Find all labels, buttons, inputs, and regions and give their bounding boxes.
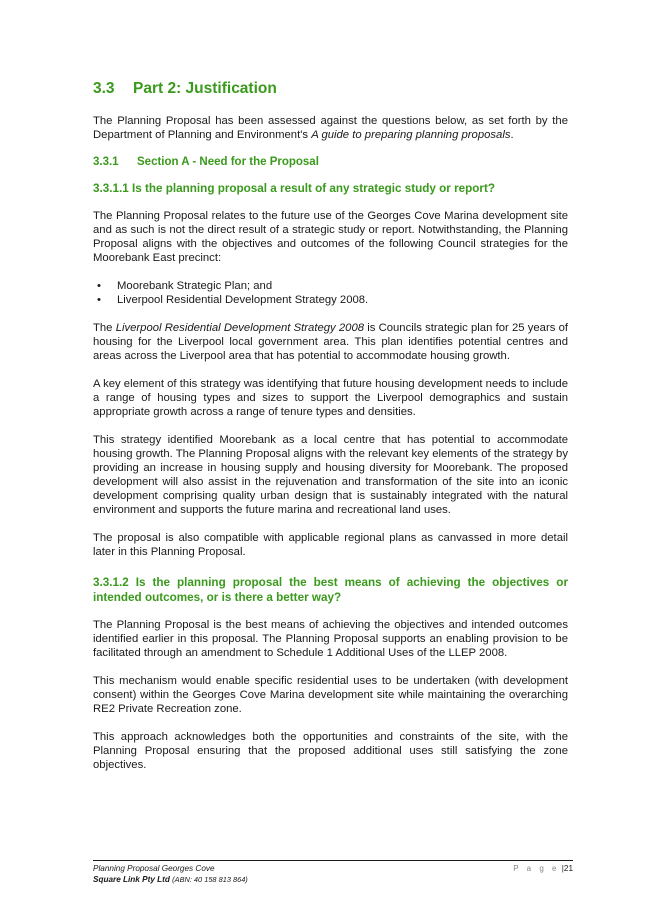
section-heading <box>93 80 568 98</box>
strategy-title: Liverpool Residential Development Strategy 2008 <box>115 322 365 334</box>
q1-paragraph-5: The proposal is also compatible with applicable regional plans as canvassed in more detail later in this Planning Proposal. <box>93 532 568 558</box>
page-footer <box>93 860 573 885</box>
page-content <box>93 80 568 786</box>
intro-text: The Planning Proposal has been assessed against the questions below, as set forth by the Department of Planning and Environment's <box>93 115 568 141</box>
p2-pre: The <box>93 322 116 334</box>
company-name: Square Link Pty Ltd <box>93 875 170 884</box>
strategy-list <box>93 279 568 307</box>
question-1-heading: 3.3.1.1 Is the planning proposal a result of any strategic study or report? <box>93 182 496 195</box>
subsection-title: Section A - Need for the Proposal <box>137 156 319 168</box>
list-item-text: Liverpool Residential Development Strategy 2008. <box>117 294 369 306</box>
page-label: P a g e <box>513 864 560 873</box>
q1-paragraph-4: This strategy identified Moorebank as a local centre that has potential to accommodate housing growth. The Planning Proposal aligns with the relevant key elements of the strategy by providing an increase in housing supply and housing diversity for Moorebank. The proposed development will also assist in the rejuvenation and transformation of the site into an iconic development comprising quality urban design that is sustainably integrated with the natural environment and supports the future marina and recreational land uses. <box>93 434 568 516</box>
q2-paragraph-2: This mechanism would enable specific residential uses to be undertaken (with development consent) within the Georges Cove Marina development site while maintaining the overarching RE2 Private Recreation zone. <box>93 675 568 715</box>
question-2-heading: 3.3.1.2 Is the planning proposal the best means of achieving the objectives or intended outcomes, or is there a better way? <box>93 576 568 604</box>
footer-row-2 <box>93 874 573 885</box>
page-separator: | <box>559 864 564 873</box>
subsection-heading <box>93 156 568 168</box>
section-number: 3.3 <box>93 80 115 97</box>
intro-end: . <box>510 129 514 141</box>
q1-paragraph-2 <box>93 321 568 363</box>
footer-row-1 <box>93 863 573 874</box>
section-title: Part 2: Justification <box>133 80 277 97</box>
bullet-icon: • <box>97 280 101 292</box>
page-indicator <box>513 863 573 874</box>
list-item-text: Moorebank Strategic Plan; and <box>117 280 273 292</box>
bullet-icon: • <box>97 294 101 306</box>
list-item <box>93 279 568 293</box>
footer-doc-title: Planning Proposal Georges Cove <box>93 864 215 873</box>
company-abn: (ABN: 40 158 813 864) <box>172 875 248 884</box>
q2-paragraph-1: The Planning Proposal is the best means of achieving the objectives and intended outcomes identified earlier in this proposal. The Planning Proposal supports an enabling provision to be facilitated through an amendment to Schedule 1 Additional Uses of the LLEP 2008. <box>93 619 568 659</box>
p2-post: is Councils strategic plan for 25 years of housing for the Liverpool local government area. This plan identifies potential centres and areas across the Liverpool area that has potential to accommodate housing growth. <box>93 322 568 362</box>
subsection-number: 3.3.1 <box>93 156 119 168</box>
list-item <box>93 293 568 307</box>
page-number: 21 <box>563 864 573 873</box>
q2-paragraph-3: This approach acknowledges both the opportunities and constraints of the site, with the Planning Proposal ensuring that the proposed additional uses still satisfying the zone objectives. <box>93 731 568 771</box>
guide-title: A guide to preparing planning proposals <box>311 129 511 141</box>
intro-paragraph <box>93 114 568 142</box>
q1-paragraph-3: A key element of this strategy was identifying that future housing development needs to include a range of housing types and sizes to support the Liverpool demographics and sustain appropriate growth across a range of tenure types and densities. <box>93 378 568 418</box>
q1-paragraph-1: The Planning Proposal relates to the future use of the Georges Cove Marina development site and as such is not the direct result of a strategic study or report. Notwithstanding, the Planning Proposal aligns with the objectives and outcomes of the following Council strategies for the Moorebank East precinct: <box>93 210 568 264</box>
footer-company <box>93 874 248 885</box>
